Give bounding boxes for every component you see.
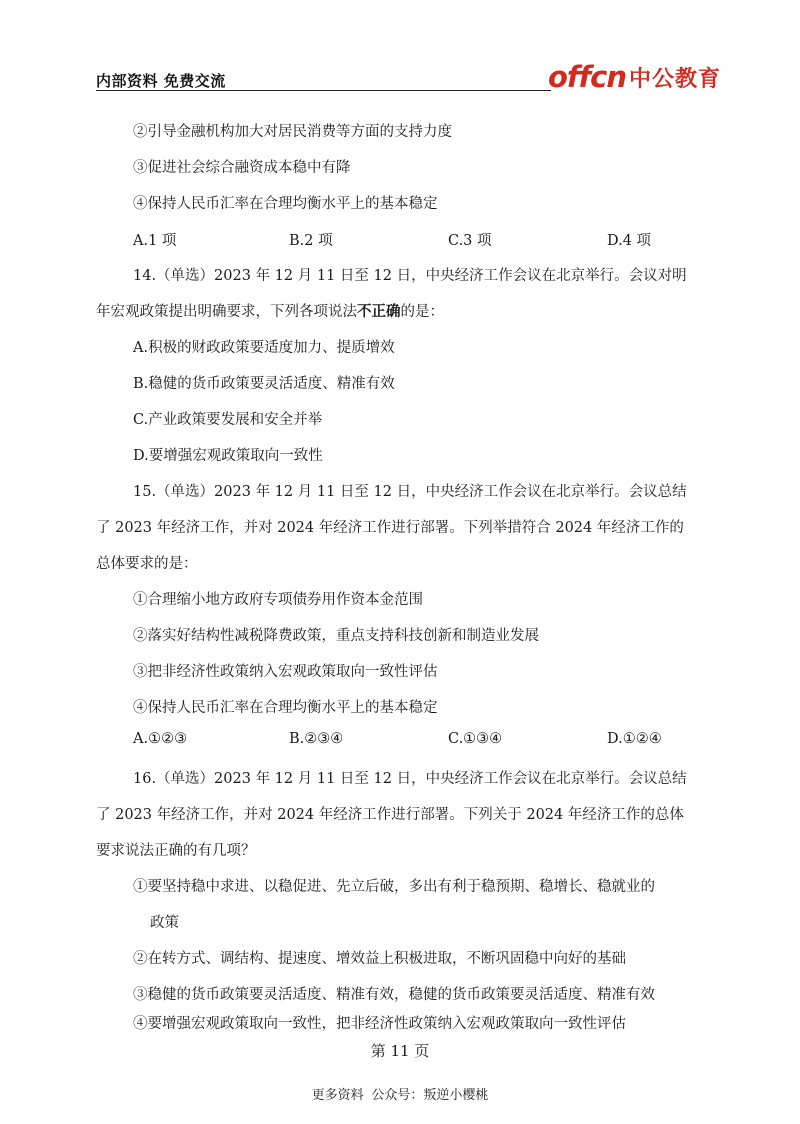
q14-stem-pre: 年宏观政策提出明确要求，下列各项说法: [96, 304, 357, 320]
header-note: 内部资料 免费交流: [96, 72, 226, 90]
q15-item-2: ②落实好结构性减税降费政策，重点支持科技创新和制造业发展: [133, 628, 539, 644]
q16-item-4: ④要增强宏观政策取向一致性，把非经济性政策纳入宏观政策取向一致性评估: [133, 1016, 626, 1032]
q15-option-d: D.①②④: [607, 731, 662, 747]
q14-option-d: D.要增强宏观政策取向一致性: [133, 448, 323, 464]
q15-item-4: ④保持人民币汇率在合理均衡水平上的基本稳定: [133, 700, 438, 716]
q16-item-1-continued: 政策: [150, 915, 179, 931]
q16-item-2: ②在转方式、调结构、提速度、增效益上积极进取，不断巩固稳中向好的基础: [133, 951, 626, 967]
q14-option-a: A.积极的财政政策要适度加力、提质增效: [133, 340, 395, 356]
q14-option-b: B.稳健的货币政策要灵活适度、精准有效: [133, 376, 395, 392]
q13-option-c: C.3 项: [448, 233, 492, 249]
q15-option-c: C.①③④: [448, 731, 503, 747]
q14-option-c: C.产业政策要发展和安全并举: [133, 412, 323, 428]
q15-item-1: ①合理缩小地方政府专项债券用作资本金范围: [133, 592, 423, 608]
q13-item-3: ③促进社会综合融资成本稳中有降: [133, 160, 351, 176]
q14-stem-emphasis: 不正确: [357, 303, 401, 320]
q13-item-2: ②引导金融机构加大对居民消费等方面的支持力度: [133, 124, 452, 140]
q15-stem-line-2: 了 2023 年经济工作，并对 2024 年经济工作进行部署。下列举措符合 2024 年经济工作的: [96, 520, 684, 536]
q14-stem-line-2: [96, 300, 444, 321]
q13-option-b: B.2 项: [289, 233, 333, 249]
q15-stem-line-3: 总体要求的是：: [96, 556, 198, 572]
q16-stem-line-3: 要求说法正确的有几项？: [96, 843, 256, 859]
q16-stem-line-1: 16.（单选）2023 年 12 月 11 日至 12 日，中央经济工作会议在北京举行。会议总结: [133, 771, 687, 787]
header-divider: [96, 90, 551, 91]
q13-option-a: A.1 项: [133, 233, 177, 249]
q15-stem-line-1: 15.（单选）2023 年 12 月 11 日至 12 日，中央经济工作会议在北京举行。会议总结: [133, 484, 687, 500]
q13-item-4: ④保持人民币汇率在合理均衡水平上的基本稳定: [133, 196, 438, 212]
logo-cn-text: 中公教育: [629, 66, 722, 92]
logo-en-text: offcn: [548, 60, 626, 94]
offcn-logo: [548, 58, 721, 96]
q15-item-3: ③把非经济性政策纳入宏观政策取向一致性评估: [133, 664, 438, 680]
q15-option-b: B.②③④: [289, 731, 344, 747]
q15-option-a: A.①②③: [133, 731, 188, 747]
q16-stem-line-2: 了 2023 年经济工作，并对 2024 年经济工作进行部署。下列关于 2024 年经济工作的总体: [96, 807, 684, 823]
q16-item-1: ①要坚持稳中求进、以稳促进、先立后破，多出有利于稳预期、稳增长、稳就业的: [133, 879, 655, 895]
q13-option-d: D.4 项: [607, 233, 652, 249]
q16-item-3: ③稳健的货币政策要灵活适度、精准有效，稳健的货币政策要灵活适度、精准有效: [133, 987, 655, 1003]
q14-stem-line-1: 14.（单选）2023 年 12 月 11 日至 12 日，中央经济工作会议在北京举行。会议对明: [133, 268, 687, 284]
footer-note: 更多资料 公众号：叛逆小樱桃: [311, 1088, 489, 1103]
q14-stem-post: 的是：: [400, 304, 444, 320]
page-number: 第 11 页: [370, 1042, 430, 1060]
